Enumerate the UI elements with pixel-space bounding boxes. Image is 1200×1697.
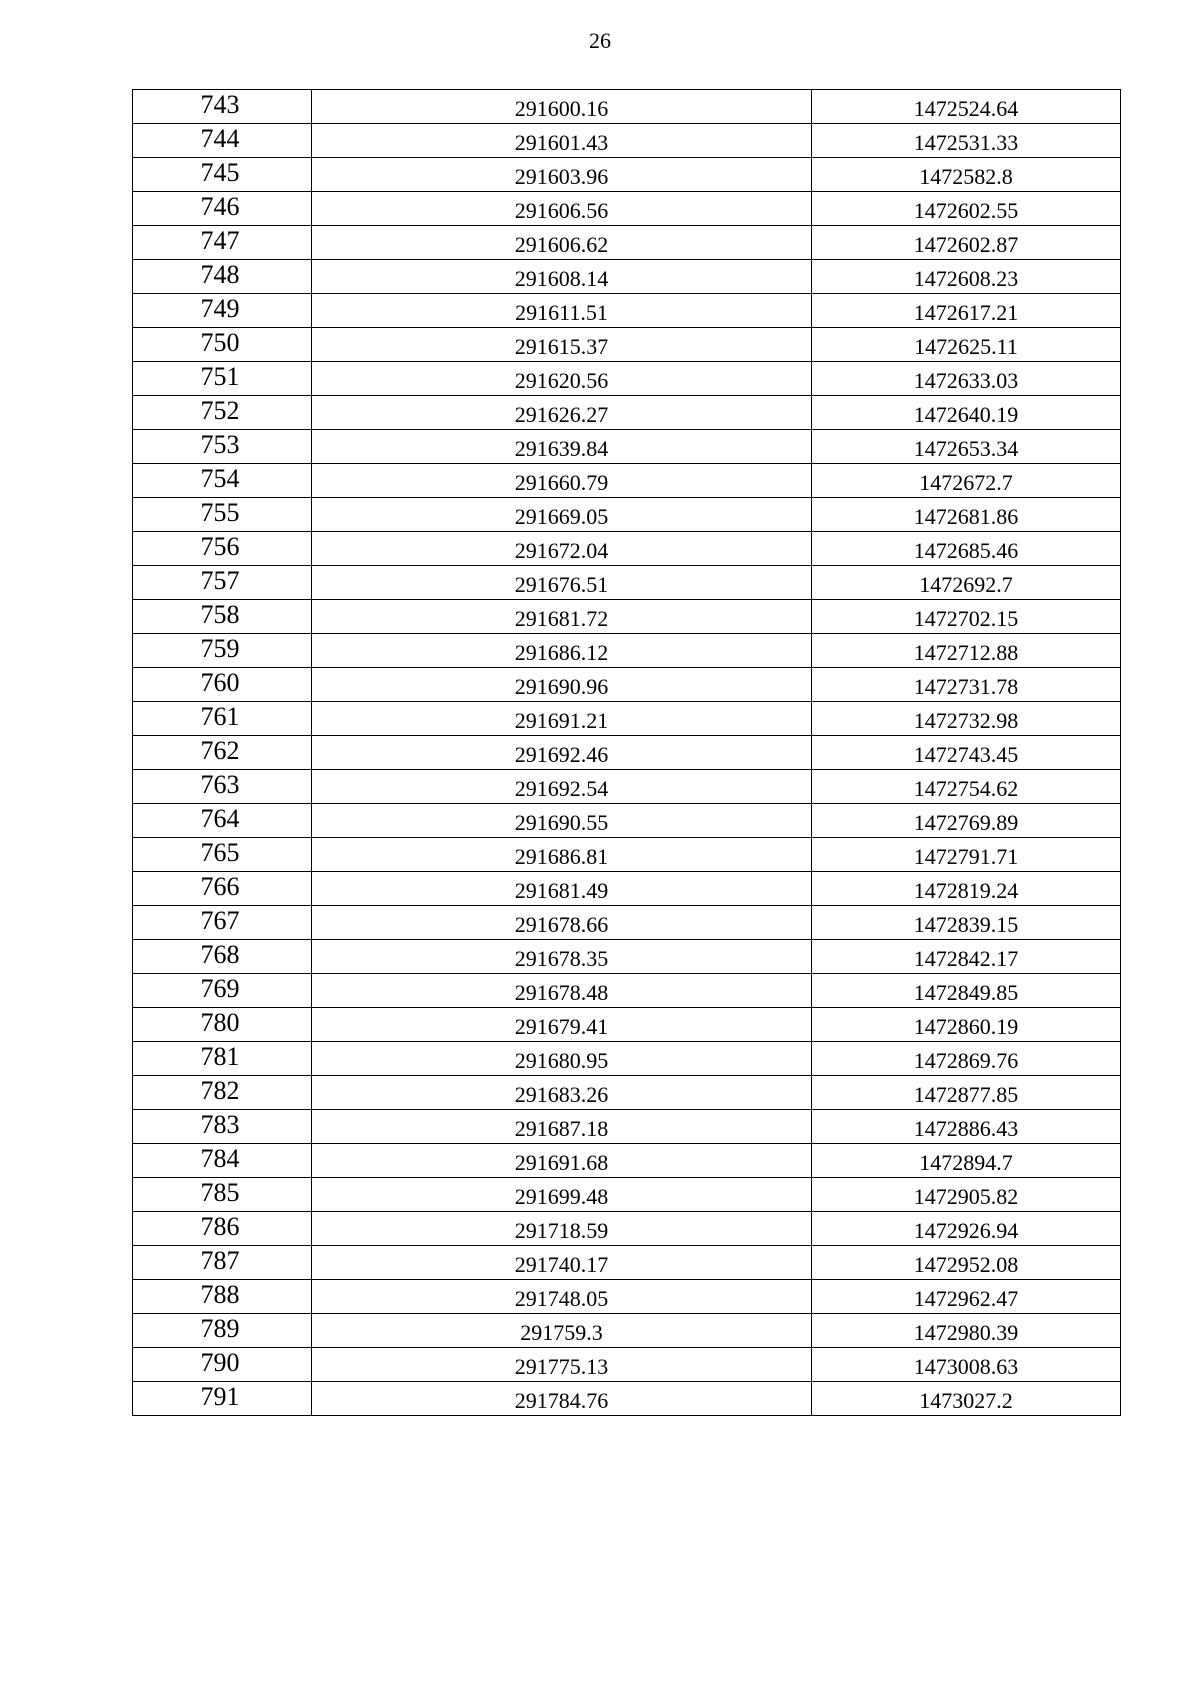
- table-row: [133, 1178, 1121, 1212]
- x-coordinate-cell: 291699.48: [312, 1178, 812, 1212]
- table-row: [133, 906, 1121, 940]
- y-coordinate-cell: 1472702.15: [812, 600, 1121, 634]
- y-coordinate-cell: 1472681.86: [812, 498, 1121, 532]
- table-row: [133, 362, 1121, 396]
- point-number-cell: 783: [133, 1110, 312, 1144]
- y-coordinate-cell: 1472582.8: [812, 158, 1121, 192]
- y-coordinate-cell: 1472653.34: [812, 430, 1121, 464]
- coordinates-table: [132, 89, 1121, 1416]
- point-number-cell: 748: [133, 260, 312, 294]
- table-row: [133, 668, 1121, 702]
- x-coordinate-cell: 291759.3: [312, 1314, 812, 1348]
- table-row: [133, 464, 1121, 498]
- table-row: [133, 974, 1121, 1008]
- point-number-cell: 743: [133, 90, 312, 124]
- table-row: [133, 1348, 1121, 1382]
- point-number-cell: 745: [133, 158, 312, 192]
- x-coordinate-cell: 291639.84: [312, 430, 812, 464]
- x-coordinate-cell: 291600.16: [312, 90, 812, 124]
- point-number-cell: 784: [133, 1144, 312, 1178]
- table-row: [133, 192, 1121, 226]
- x-coordinate-cell: 291692.46: [312, 736, 812, 770]
- x-coordinate-cell: 291660.79: [312, 464, 812, 498]
- point-number-cell: 763: [133, 770, 312, 804]
- y-coordinate-cell: 1472524.64: [812, 90, 1121, 124]
- y-coordinate-cell: 1472617.21: [812, 294, 1121, 328]
- x-coordinate-cell: 291601.43: [312, 124, 812, 158]
- y-coordinate-cell: 1472980.39: [812, 1314, 1121, 1348]
- point-number-cell: 768: [133, 940, 312, 974]
- point-number-cell: 758: [133, 600, 312, 634]
- y-coordinate-cell: 1472819.24: [812, 872, 1121, 906]
- y-coordinate-cell: 1472754.62: [812, 770, 1121, 804]
- point-number-cell: 756: [133, 532, 312, 566]
- point-number-cell: 785: [133, 1178, 312, 1212]
- y-coordinate-cell: 1472791.71: [812, 838, 1121, 872]
- y-coordinate-cell: 1472849.85: [812, 974, 1121, 1008]
- point-number-cell: 753: [133, 430, 312, 464]
- x-coordinate-cell: 291603.96: [312, 158, 812, 192]
- point-number-cell: 769: [133, 974, 312, 1008]
- x-coordinate-cell: 291681.49: [312, 872, 812, 906]
- y-coordinate-cell: 1472625.11: [812, 328, 1121, 362]
- table-row: [133, 566, 1121, 600]
- x-coordinate-cell: 291690.96: [312, 668, 812, 702]
- y-coordinate-cell: 1472905.82: [812, 1178, 1121, 1212]
- page-number: 26: [589, 28, 611, 53]
- y-coordinate-cell: 1472672.7: [812, 464, 1121, 498]
- point-number-cell: 761: [133, 702, 312, 736]
- point-number-cell: 755: [133, 498, 312, 532]
- x-coordinate-cell: 291691.21: [312, 702, 812, 736]
- table-row: [133, 396, 1121, 430]
- x-coordinate-cell: 291683.26: [312, 1076, 812, 1110]
- table-row: [133, 702, 1121, 736]
- y-coordinate-cell: 1472602.55: [812, 192, 1121, 226]
- table-row: [133, 600, 1121, 634]
- x-coordinate-cell: 291680.95: [312, 1042, 812, 1076]
- table-row: [133, 1076, 1121, 1110]
- y-coordinate-cell: 1472769.89: [812, 804, 1121, 838]
- point-number-cell: 762: [133, 736, 312, 770]
- point-number-cell: 764: [133, 804, 312, 838]
- table-row: [133, 1246, 1121, 1280]
- point-number-cell: 751: [133, 362, 312, 396]
- y-coordinate-cell: 1472869.76: [812, 1042, 1121, 1076]
- table-row: [133, 1144, 1121, 1178]
- table-row: [133, 294, 1121, 328]
- table-row: [133, 634, 1121, 668]
- point-number-cell: 752: [133, 396, 312, 430]
- y-coordinate-cell: 1472926.94: [812, 1212, 1121, 1246]
- y-coordinate-cell: 1472860.19: [812, 1008, 1121, 1042]
- x-coordinate-cell: 291678.48: [312, 974, 812, 1008]
- table-row: [133, 1280, 1121, 1314]
- point-number-cell: 757: [133, 566, 312, 600]
- x-coordinate-cell: 291690.55: [312, 804, 812, 838]
- point-number-cell: 747: [133, 226, 312, 260]
- x-coordinate-cell: 291691.68: [312, 1144, 812, 1178]
- x-coordinate-cell: 291775.13: [312, 1348, 812, 1382]
- y-coordinate-cell: 1472839.15: [812, 906, 1121, 940]
- y-coordinate-cell: 1472712.88: [812, 634, 1121, 668]
- table-row: [133, 1008, 1121, 1042]
- y-coordinate-cell: 1472842.17: [812, 940, 1121, 974]
- x-coordinate-cell: 291669.05: [312, 498, 812, 532]
- x-coordinate-cell: 291784.76: [312, 1382, 812, 1416]
- x-coordinate-cell: 291678.35: [312, 940, 812, 974]
- x-coordinate-cell: 291740.17: [312, 1246, 812, 1280]
- table-row: [133, 1212, 1121, 1246]
- point-number-cell: 746: [133, 192, 312, 226]
- y-coordinate-cell: 1472685.46: [812, 532, 1121, 566]
- y-coordinate-cell: 1472608.23: [812, 260, 1121, 294]
- y-coordinate-cell: 1472531.33: [812, 124, 1121, 158]
- y-coordinate-cell: 1472640.19: [812, 396, 1121, 430]
- x-coordinate-cell: 291611.51: [312, 294, 812, 328]
- x-coordinate-cell: 291692.54: [312, 770, 812, 804]
- x-coordinate-cell: 291679.41: [312, 1008, 812, 1042]
- table-row: [133, 804, 1121, 838]
- table-row: [133, 1042, 1121, 1076]
- table-row: [133, 158, 1121, 192]
- point-number-cell: 749: [133, 294, 312, 328]
- y-coordinate-cell: 1472962.47: [812, 1280, 1121, 1314]
- point-number-cell: 760: [133, 668, 312, 702]
- table-row: [133, 1314, 1121, 1348]
- x-coordinate-cell: 291606.56: [312, 192, 812, 226]
- x-coordinate-cell: 291626.27: [312, 396, 812, 430]
- point-number-cell: 786: [133, 1212, 312, 1246]
- table-row: [133, 328, 1121, 362]
- x-coordinate-cell: 291678.66: [312, 906, 812, 940]
- table-row: [133, 1110, 1121, 1144]
- point-number-cell: 791: [133, 1382, 312, 1416]
- table-row: [133, 90, 1121, 124]
- y-coordinate-cell: 1472633.03: [812, 362, 1121, 396]
- x-coordinate-cell: 291620.56: [312, 362, 812, 396]
- y-coordinate-cell: 1472877.85: [812, 1076, 1121, 1110]
- point-number-cell: 744: [133, 124, 312, 158]
- point-number-cell: 750: [133, 328, 312, 362]
- x-coordinate-cell: 291672.04: [312, 532, 812, 566]
- x-coordinate-cell: 291681.72: [312, 600, 812, 634]
- table-row: [133, 872, 1121, 906]
- x-coordinate-cell: 291615.37: [312, 328, 812, 362]
- table-row: [133, 736, 1121, 770]
- y-coordinate-cell: 1472894.7: [812, 1144, 1121, 1178]
- point-number-cell: 787: [133, 1246, 312, 1280]
- table-row: [133, 838, 1121, 872]
- table-row: [133, 498, 1121, 532]
- y-coordinate-cell: 1472731.78: [812, 668, 1121, 702]
- table-row: [133, 226, 1121, 260]
- table-row: [133, 260, 1121, 294]
- y-coordinate-cell: 1472886.43: [812, 1110, 1121, 1144]
- point-number-cell: 759: [133, 634, 312, 668]
- point-number-cell: 781: [133, 1042, 312, 1076]
- table-row: [133, 124, 1121, 158]
- table-row: [133, 532, 1121, 566]
- x-coordinate-cell: 291676.51: [312, 566, 812, 600]
- y-coordinate-cell: 1472732.98: [812, 702, 1121, 736]
- point-number-cell: 790: [133, 1348, 312, 1382]
- x-coordinate-cell: 291686.81: [312, 838, 812, 872]
- x-coordinate-cell: 291687.18: [312, 1110, 812, 1144]
- y-coordinate-cell: 1472743.45: [812, 736, 1121, 770]
- coordinates-table-body: [133, 90, 1121, 1416]
- y-coordinate-cell: 1472952.08: [812, 1246, 1121, 1280]
- point-number-cell: 765: [133, 838, 312, 872]
- point-number-cell: 788: [133, 1280, 312, 1314]
- point-number-cell: 767: [133, 906, 312, 940]
- x-coordinate-cell: 291748.05: [312, 1280, 812, 1314]
- x-coordinate-cell: 291718.59: [312, 1212, 812, 1246]
- point-number-cell: 782: [133, 1076, 312, 1110]
- y-coordinate-cell: 1473027.2: [812, 1382, 1121, 1416]
- y-coordinate-cell: 1473008.63: [812, 1348, 1121, 1382]
- y-coordinate-cell: 1472692.7: [812, 566, 1121, 600]
- x-coordinate-cell: 291606.62: [312, 226, 812, 260]
- point-number-cell: 780: [133, 1008, 312, 1042]
- x-coordinate-cell: 291608.14: [312, 260, 812, 294]
- table-row: [133, 940, 1121, 974]
- table-row: [133, 1382, 1121, 1416]
- table-row: [133, 430, 1121, 464]
- table-row: [133, 770, 1121, 804]
- x-coordinate-cell: 291686.12: [312, 634, 812, 668]
- point-number-cell: 789: [133, 1314, 312, 1348]
- point-number-cell: 754: [133, 464, 312, 498]
- y-coordinate-cell: 1472602.87: [812, 226, 1121, 260]
- point-number-cell: 766: [133, 872, 312, 906]
